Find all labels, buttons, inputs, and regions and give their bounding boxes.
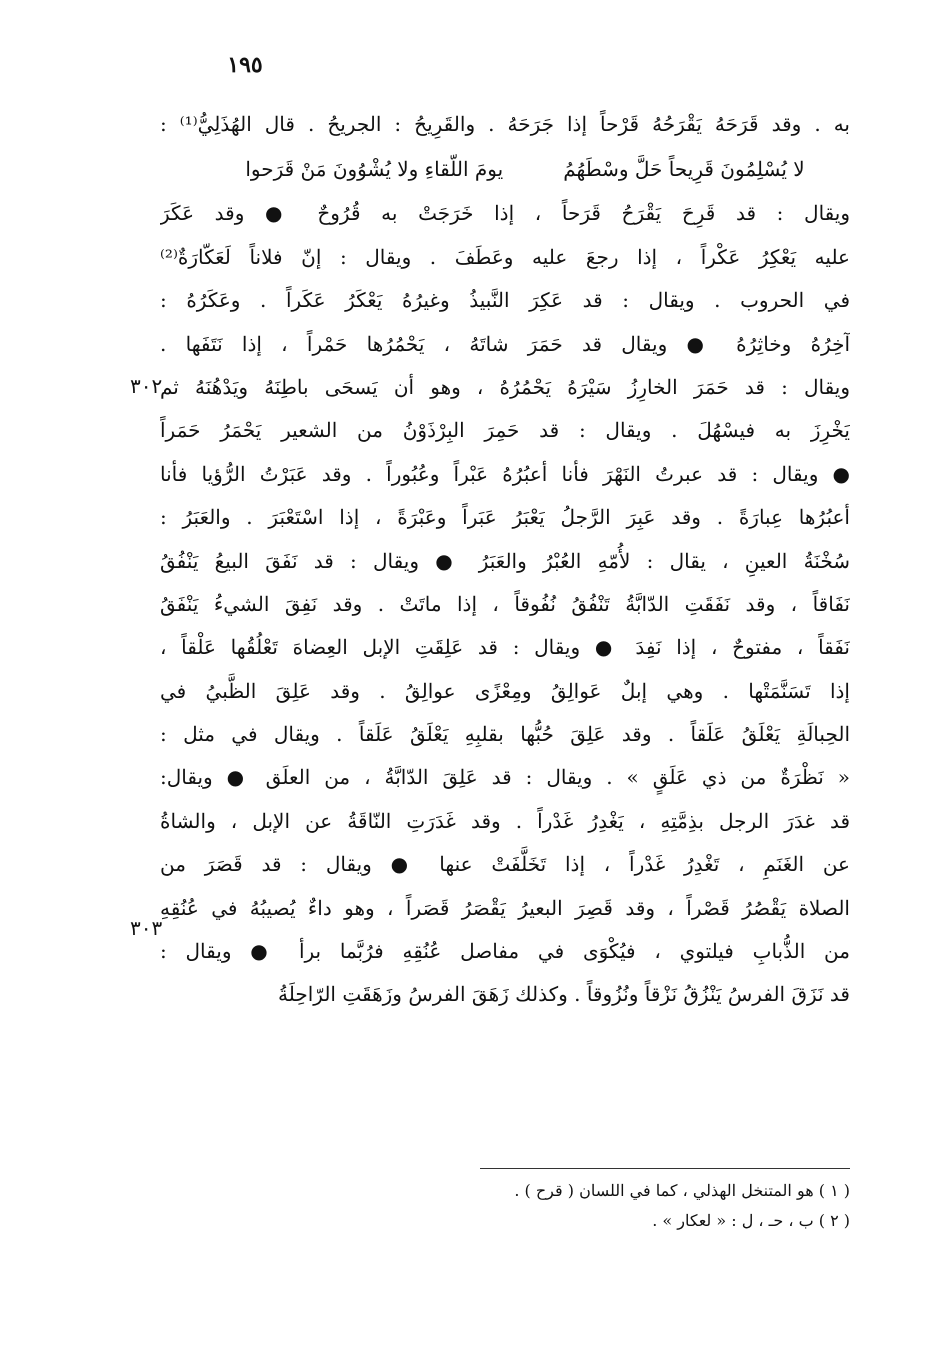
text-line: « نَظْرَةٌ من ذي عَلَقٍ » . ويقال : قد عَلِقَ الدّابَّةُ ، من العلَق ● ويقال: bbox=[160, 765, 850, 790]
text-line: الحِبالَةِ يَعْلَقُ عَلَقاً . وقد عَلِقَ حُبُّها بقلبِهِ يَعْلَقُ عَلَقاً . ويقال في مثل : bbox=[160, 722, 850, 747]
text-line: إذا تَسَنَّمَتْها . وهي إبلٌ عَوالِقُ ومِعْزًى عوالِقُ . وقد عَلِقَ الظَّبيُ في bbox=[160, 678, 850, 703]
text-line: في الحروب . ويقال : قد عَكِرَ النَّبيذُ وغيرُهُ يَعْكَرُ عَكَراً . وعَكَرُهُ : bbox=[160, 288, 850, 313]
verse bbox=[160, 146, 850, 192]
text-line: من الذُّبابِ فيلتوي ، فيُكْوَى في مفاصل عُنُقِهِ فرُبَّما برأ ● ويقال : bbox=[160, 939, 850, 964]
page-number: ١٩٥ bbox=[227, 52, 263, 78]
footnote: ( ٢ ) ب ، حـ ، ل : « لعكار » . bbox=[652, 1211, 850, 1230]
margin-section-number: ٣٠٣ bbox=[130, 916, 163, 940]
footnote: ( ١ ) هو المتنخل الهذلي ، كما في اللسان ( قرح ) . bbox=[514, 1181, 850, 1200]
text-line: ● ويقال : قد عبرتُ النَهْرَ فأنا أعبُرُهُ عَبْراً وعُبُوراً . وقد عَبَرْتُ الرُّؤيا فأنا bbox=[160, 461, 850, 486]
text-line: يَخْرِزَ به فيسْهُلَ . ويقال : قد حَمِرَ البِرْذَوْنُ من الشعير يَحْمَرُ حَمَراً bbox=[160, 418, 850, 443]
text-line: آخِرُهُ وخاثِرُهُ ● ويقال قد حَمَرَ شاتَهُ ، يَحْمُرُها حَمْراً ، إذا نَتَفَها . bbox=[160, 331, 850, 356]
main-text bbox=[160, 103, 850, 1017]
footnote-divider bbox=[480, 1168, 850, 1169]
margin-section-number: ٣٠٢ bbox=[130, 374, 163, 398]
text-line: عليه يَعْكِرُ عَكْراً ، إذا رجعَ عليه وعَطَفَ . ويقال : إنّ فلاناً لَعَكّارَةٌ⁽²⁾ bbox=[160, 244, 850, 269]
footnotes bbox=[400, 1176, 850, 1236]
text-line: ويقال : قد حَمَرَ الخارِزُ سَيْرَهُ يَحْمُرُهُ ، وهو أن يَسحَى باطِنَهُ ويَدْهُنَهُ ثم bbox=[160, 374, 850, 399]
verse-right-hemistich: لا يُسْلِمُونَ قَرِيحاً حَلَّ وسْطَهُمُ bbox=[563, 157, 805, 182]
text-line: قد غدَرَ الرجل بذِمَّتِهِ ، يَغْدِرُ غَدْراً . وقد غَدَرَتِ النّاقَةُ عن الإبل ، والشاةُ bbox=[160, 808, 850, 833]
verse-left-hemistich: يومَ اللّقاءِ ولا يُشْوُونَ مَنْ قَرَحوا bbox=[245, 157, 504, 182]
text-line: سُخْنَةُ العينِ ، يقال : لأُمّهِ العُبْرُ والعَبَرُ ● ويقال : قد نَفَقَ البيعُ يَنْفُقُ bbox=[160, 548, 850, 573]
text-line: به . وقد قَرَحَهُ يَقْرَحُهُ قَرْحاً إذا جَرَحَهُ . والقَرِيحُ : الجريحُ . قال الهُذَلِيُّ⁽¹⁾ : bbox=[160, 112, 850, 136]
text-line: الصلاة يَقْصُرُ قَصْراً ، وقد قَصِرَ البعيرُ يَقْصَرُ قَصَراً ، وهو داءٌ يُصيبُهُ في عُنُقِهِ bbox=[160, 895, 850, 920]
text-line: نَفَقاً ، مفتوحٌ ، إذا نَفِدَ ● ويقال : قد عَلِقَتِ الإبل العِضاهَ تَعْلُقُها عَلْقاً ، bbox=[160, 635, 850, 660]
text-line: عن الغَنَمِ ، تَغْدِرُ غَدْراً ، إذا تَخَلَّفَتْ عنها ● ويقال : قد قَصَرَ من bbox=[160, 852, 850, 877]
text-line: ويقال : قد قَرِحَ يَقْرَحُ قَرَحاً ، إذا خَرَجَتْ به قُرُوحٌ ● وقد عَكَرَ bbox=[160, 201, 850, 226]
text-line: نَفَاقاً ، وقد نَفَقَتِ الدّابَّةُ تَنْفُقُ نُفُوقاً ، إذا ماتَتْ . وقد نَفِقَ الشيءُ يَنْفَقُ bbox=[160, 591, 850, 616]
text-line: قد نَزَقَ الفرسُ يَنْزُقُ نَزْقاً ونُزُوقاً . وكذلك زَهَقَ الفرسُ وزَهَقَتِ الرّاحِلَةُ bbox=[278, 982, 850, 1007]
text-line: أعبُرُها عِبارَةً . وقد عَبِرَ الرَّجلُ يَعْبَرُ عَبَراً وعَبْرَةً ، إذا اسْتَعْبَرَ . والعَبَرُ : bbox=[160, 505, 850, 530]
